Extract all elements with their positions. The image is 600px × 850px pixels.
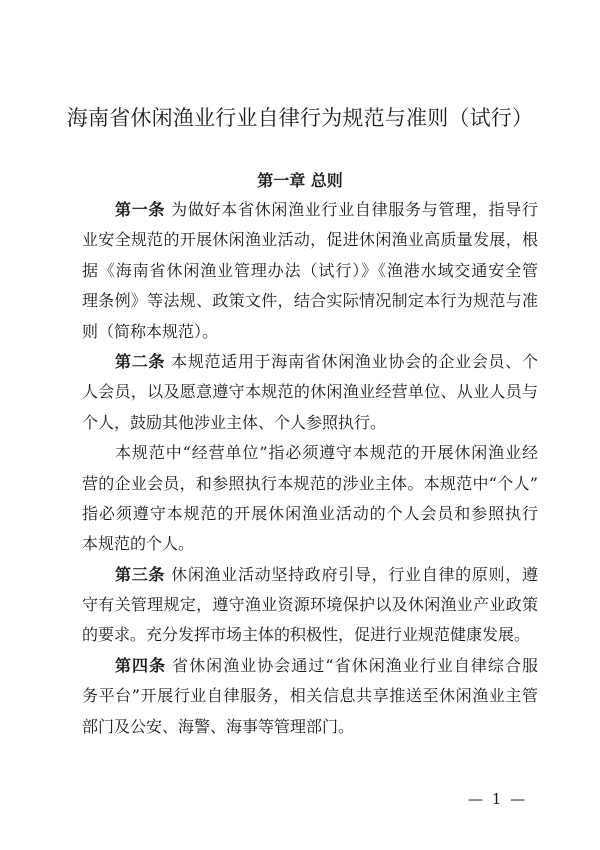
text-line — [82, 195, 538, 225]
article-label: 第三条 — [115, 564, 166, 584]
text-line — [82, 347, 538, 377]
page-number: — 1 — — [468, 790, 528, 808]
line-text: 省休闲渔业协会通过“省休闲渔业行业自律综合服 — [172, 655, 538, 675]
text-line — [82, 469, 538, 499]
line-text: 务平台”开展行业自律服务，相关信息共享推送至休闲渔业主管 — [82, 686, 538, 706]
line-text: 休闲渔业活动坚持政府引导，行业自律的原则，遵 — [171, 564, 538, 584]
line-text: 部门及公安、海警、海事等管理部门。 — [82, 716, 355, 736]
line-text: 本规范中“经营单位”指必须遵守本规范的开展休闲渔业经 — [115, 443, 538, 463]
text-line — [82, 377, 538, 407]
text-line — [82, 438, 538, 468]
document-body — [82, 195, 538, 742]
article-label: 第四条 — [115, 655, 167, 675]
line-text: 业安全规范的开展休闲渔业活动，促进休闲渔业高质量发展，根 — [82, 230, 538, 250]
text-line — [82, 620, 538, 650]
text-line — [82, 590, 538, 620]
text-line — [82, 560, 538, 590]
paragraph — [82, 195, 538, 347]
line-text: 营的企业会员，和参照执行本规范的涉业主体。本规范中“个人” — [82, 473, 538, 493]
line-text: 本规范的个人。 — [82, 534, 195, 554]
text-line — [82, 317, 538, 347]
line-text: 为做好本省休闲渔业行业自律服务与管理，指导行 — [171, 200, 538, 219]
text-line — [82, 681, 538, 711]
text-line — [82, 256, 538, 286]
paragraph — [82, 560, 538, 651]
text-line — [82, 712, 538, 742]
line-text: 本规范适用于海南省休闲渔业协会的企业会员、个 — [171, 351, 538, 371]
line-text: 理条例》等法规、政策文件，结合实际情况制定本行为规范与准 — [82, 291, 538, 311]
line-text: 守有关管理规定，遵守渔业资源环境保护以及休闲渔业产业政策 — [82, 595, 538, 615]
paragraph — [82, 347, 538, 438]
line-text: 则（简称本规范）。 — [82, 321, 219, 341]
article-label: 第一条 — [115, 200, 166, 219]
chapter-heading: 第一章 总则 — [257, 171, 343, 190]
paragraph — [82, 438, 538, 560]
line-text: 据《海南省休闲渔业管理办法（试行）》《渔港水域交通安全管 — [82, 260, 538, 280]
document-title: 海南省休闲渔业行业自律行为规范与准则（试行） — [66, 106, 534, 130]
text-line — [82, 499, 538, 529]
text-line — [82, 286, 538, 316]
line-text: 指必须遵守本规范的开展休闲渔业活动的个人会员和参照执行 — [82, 503, 538, 523]
text-line — [82, 225, 538, 255]
paragraph — [82, 651, 538, 742]
line-text: 个人，鼓励其他涉业主体、个人参照执行。 — [82, 412, 387, 432]
text-line — [82, 408, 538, 438]
line-text: 人会员，以及愿意遵守本规范的休闲渔业经营单位、从业人员与 — [82, 382, 538, 402]
line-text: 的要求。充分发挥市场主体的积极性，促进行业规范健康发展。 — [82, 625, 531, 645]
text-line — [82, 651, 538, 681]
article-label: 第二条 — [115, 351, 166, 371]
text-line — [82, 529, 538, 559]
